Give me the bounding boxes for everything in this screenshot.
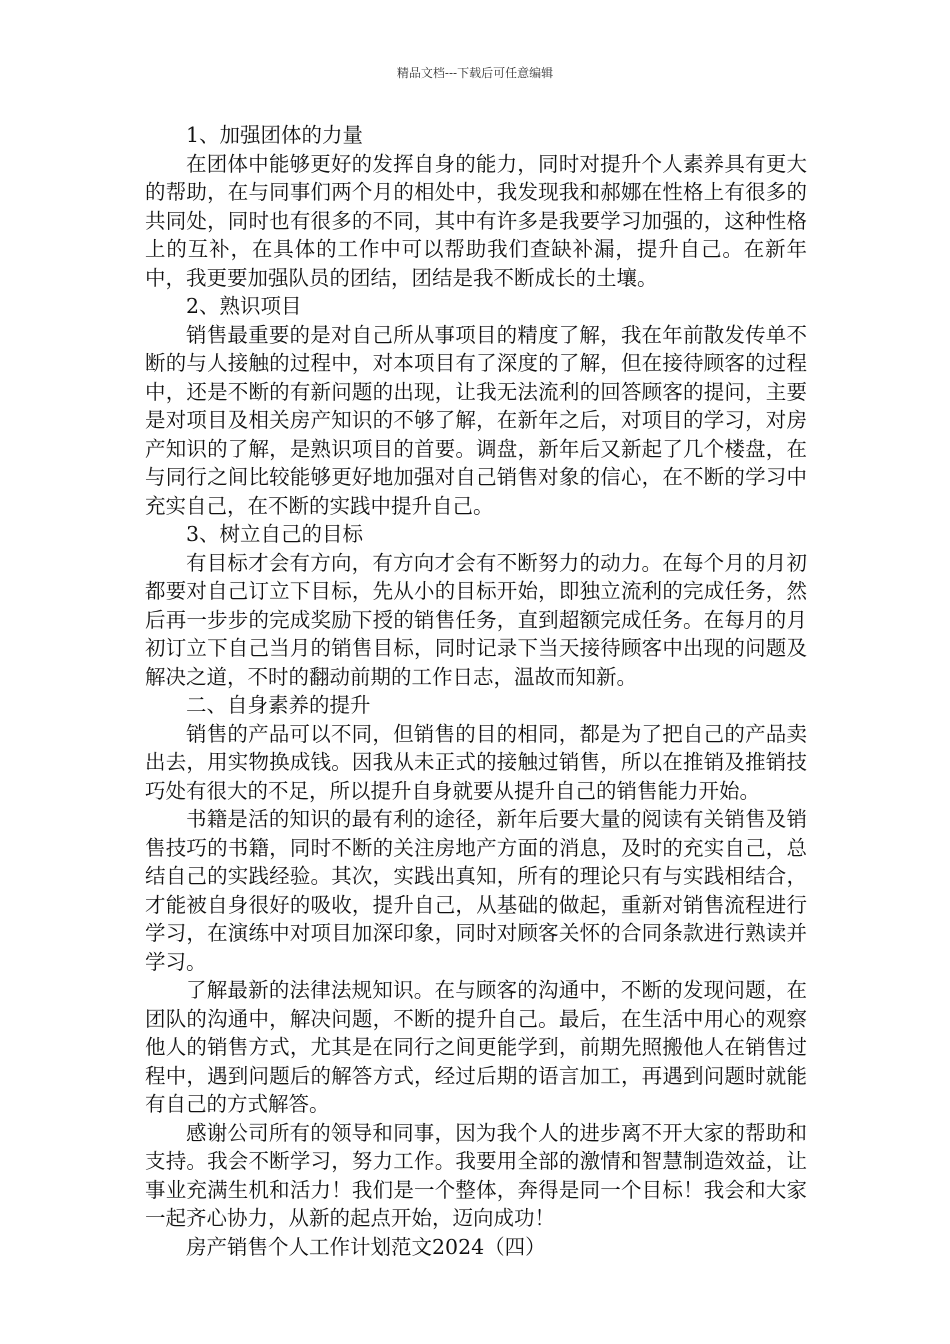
- heading-self-improvement: 二、自身素养的提升: [186, 693, 371, 717]
- paragraph-books-practice: 书籍是活的知识的最有利的途径，新年后要大量的阅读有关销售及销售技巧的书籍，同时不断的关注房地产方面的消息，及时的充实自己，总结自己的实践经验。其次，实践出真知，所有的理论只有与实践相结合，才能被自身很好的吸收，提升自己，从基础的做起，重新对销售流程进行学习，在演练中对项目加深印象，同时对顾客关怀的合同条款进行熟读并学习。: [145, 807, 807, 974]
- paragraph-team-strength: 在团体中能够更好的发挥自身的能力，同时对提升个人素养具有更大的帮助，在与同事们两个月的相处中，我发现我和郝娜在性格上有很多的共同处，同时也有很多的不同，其中有许多是我要学习加强的，这种性格上的互补，在具体的工作中可以帮助我们查缺补漏，提升自己。在新年中，我更要加强队员的团结，团结是我不断成长的土壤。: [145, 151, 807, 290]
- heading-team-strength: 1、加强团体的力量: [186, 123, 364, 147]
- paragraph-laws-regulations: 了解最新的法律法规知识。在与顾客的沟通中，不断的发现问题，在团队的沟通中，解决问题，不断的提升自己。最后，在生活中用心的观察他人的销售方式，尤其是在同行之间更能学到，前期先照搬他人在销售过程中，遇到问题后的解答方式，经过后期的语言加工，再遇到问题时就能有自己的方式解答。: [145, 978, 807, 1116]
- heading-set-goals: 3、树立自己的目标: [186, 522, 364, 546]
- heading-know-project: 2、熟识项目: [186, 294, 302, 318]
- paragraph-set-goals: 有目标才会有方向，有方向才会有不断努力的动力。在每个月的月初都要对自己订立下目标，先从小的目标开始，即独立流利的完成任务，然后再一步步的完成奖励下授的销售任务，直到超额完成任务。在每月的月初订立下自己当月的销售目标，同时记录下当天接待顾客中出现的问题及解决之道，不时的翻动前期的工作日志，温故而知新。: [145, 550, 807, 689]
- section-title-plan-four: 房产销售个人工作计划范文2024（四）: [186, 1234, 546, 1259]
- paragraph-sales-ability: 销售的产品可以不同，但销售的目的相同，都是为了把自己的产品卖出去，用实物换成钱。因我从未正式的接触过销售，所以在推销及推销技巧处有很大的不足，所以提升自身就要从提升自己的销售能力开始。: [145, 721, 807, 803]
- page-header: 精品文档---下载后可任意编辑: [396, 66, 554, 80]
- paragraph-know-project: 销售最重要的是对自己所从事项目的精度了解，我在年前散发传单不断的与人接触的过程中，对本项目有了深度的了解，但在接待顾客的过程中，还是不断的有新问题的出现，让我无法流利的回答顾客的提问，主要是对项目及相关房产知识的不够了解，在新年之后，对项目的学习，对房产知识的了解，是熟识项目的首要。调盘，新年后又新起了几个楼盘，在与同行之间比较能够更好地加强对自己销售对象的信心，在不断的学习中充实自己，在不断的实践中提升自己。: [145, 322, 807, 518]
- paragraph-thanks: 感谢公司所有的领导和同事，因为我个人的进步离不开大家的帮助和支持。我会不断学习，努力工作。我要用全部的激情和智慧制造效益，让事业充满生机和活力！我们是一个整体，奔得是同一个目标！我会和大家一起齐心协力，从新的起点开始，迈向成功！: [145, 1120, 807, 1230]
- document-body: [145, 121, 807, 1261]
